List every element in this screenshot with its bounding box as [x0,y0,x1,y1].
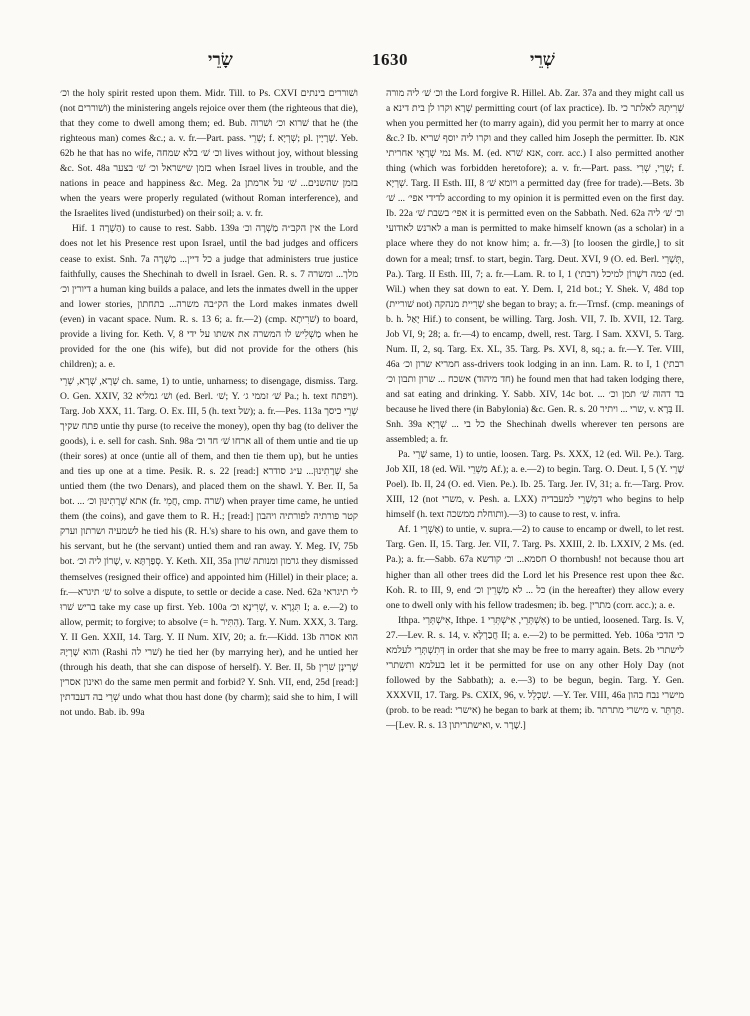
page-header [60,50,710,74]
header-left-guide-word: שָׂרֵי [208,50,233,69]
left-paragraph: וכ׳ the holy spirit rested upon them. Midr. Till. to Ps. CXVI ושׁוררים בינתים (not ושׁוררים) the ministering angels rejoice over them (the righteous that die), that they come to dwell among them; ed. Bub. שׁרוא וכ׳ ושׁרוה that he (the righteous man) comes &c.; a. v. fr.—Part. pass. שְׁרֵי; f. שְׁרְיָא; pl. שְׁרָיָין. Yeb. 62b he that has no wife, וכ׳ שׁ׳ בלא שמחה lives without joy, without blessing &c. Sot. 48a בזמן שישראל וכ׳ שׁ׳ בצער when Israel lives in trouble, and the nations in peace and happiness &c. Meg. 2a בזמן שהשנים... שׁ׳ על ארמתן when the years were properly regulated (without Roman interference), and the Israelites lived (undisturbed) on their soil; a. v. fr. [60,88,358,220]
right-paragraph-pa: Pa. שָׁרֵי same, 1) to untie, loosen. Targ. Ps. XXX, 12 (ed. Wil. Pe.). Targ. Job XII, 18 (ed. Wil. מַשְׁרֵי Af.); a. e.—2) to begin. Targ. O. Deut. I, 5 (Y. שָׁרֵי Poel). Ib. II, 24 (O. ed. Vien. Pe.). Ib. 25. Targ. Jer. IV, 31; a. fr.—Targ. Prov. XIII, 12 (not משרי, v. Pesh. a. LXX) דמְשָׁרֵי למעבדיה who begins to help himself (h. text ותוחלת ממשכה).—3) to cause to rest, v. infra. [386,449,684,521]
left-column [60,86,358,1004]
right-paragraph-ithpa: Ithpa. אִישְׁתְּרֵי, Ithpe. אִשְׁתְּרֵי, אִישְׁתְּרִי 1) to be untied, loosened. Targ. Is. V, 27.—Lev. R. s. 14, v. חֲבַרְלָא II; a. e.—2) to be permitted. Yeb. 106a כי הדכי דְּתִשְׁתְּרֵי לעלמא in order that she may be free to marry again. Bets. 2b לישתרי בעלמא ותשתרי let it be permitted for use on any other Holy Day (not followed by the Sabbath); a. e.—3) to be begun, begin. Targ. Y. Gen. XXXVII, 17. Targ. Ps. CXIX, 96, v. שַׁכְלֵל. —Y. Ter. VIII, 46a מישרי נבח בהון (prob. to be read: אישרי) he began to bark at them; ib. מישרי מתרתר v. תַּרְתֵּר.—[Lev. R. s. 13 ואישתריתון, v. שָׁרָר.] [386,614,684,731]
page-number: 1630 [372,50,408,69]
header-right-guide-word: שְׁרֵי [530,50,555,69]
left-paragraph-entry: שְׁרָא, שְׁרָא, שְׁרֵי ch. same, 1) to untie, unharness; to disengage, dismiss. Targ. O. Gen. XXIV, 32 ושׁ׳ גמליא (ed. Berl. שׁ׳; Y. שׁ׳ זממי ג׳ Pa.; h. text ויפתח). Targ. Job XXX, 11. Targ. O. Ex. III, 5 (h. text של); a. fr.—Pes. 113a שְׁרֵי כיסך פתח שקיך untie thy purse (to receive the money), open thy bag (to deliver the goods), i. e. sell for cash. Snh. 98a ארחו שׁ׳ חד וכ׳ all of them untie and tie up (their sores) at once (untie all of them, and then tie them up), but he unties and ties up one at a time. Pesik. R. s. 22 [read:] שְׁרָתִינוּן... ע״ג סודרא she untied them (the two Denars), and placed them on the shawl. Y. Ber. II, 5a bot. ... אתא שְׁרָתִינוּן וכ׳ (fr. חֲמֵי, cmp. שׁרה) when prayer time came, he untied them (the coins), and gave them to R. H.; [read:] קטר פורתיה לפורתיה ויהבון לשמעיה ושרתון וערק he tied his (R. H.'s) share to his own, and gave them to his servant, but he (the servant) untied them and ran away. Y. Meg. IV, 75b bot. שָׁרוֹן ליה וכ׳, v. סְפַרְתָּא. Y. Keth. XII, 35a גרמון ומנותה שׁרון they dismissed themselves (resigned their office) and appointed him (Hillel) in their place; a. fr.—שׁ׳ תיגרא to solve a dispute, to settle or decide a case. Ned. 62a לי תיגראי בריש שׁרוּ take my case up first. Yeb. 100a שְׁרִינָא וכ׳, v. תִּגְרָא I; a. e.—2) to allow, permit; to forgive; to absolve (= h. הִתִּיר). Targ. Y. Num. XXX, 3. Targ. Y. II Gen. XXII, 14. Targ. Y. II Num. XIV, 20; a. fr.—Kidd. 13b הוא אסרה והוא שָׁרְיָהּ (Rashi שׁרי לה) he tied her (by marrying her), and he untied her (through his death, that she can dispose of herself). Y. Ber. II, 5b שָׁרִינָן שׁרִין ואינון אסרין do the same men permit and forbid? Y. Snh. VII, end, 25d [read:] שְׁרֵי בה דעבדתין undo what thou hast done (by charm); said she to him, I will not undo. Bab. ib. 99a [60,375,358,718]
right-paragraph: וכ׳ שׁ׳ ליה מורה the Lord forgive R. Hillel. Ab. Zar. 37a and they might call us a שְׁרָא וקרו לן בית דינא permitting court (of lax practice). Ib. שְׁרִיתְהּ לאלתר כי when you permitted her (to marry again), did you permit her to marry at once &c.? Ib. וקרו ליה יוסף שׁריא and they called him Joseph the permitter. Ib. אנא נמי שְׁרָאֵי אחריתי Ms. M. (ed. אנא שׁרא, corr. acc.) I also permitted another thing (which was forbidden heretofore); a. v. fr.—Part. pass. שְׁרֵי, שְׁרִי; f. שְׁרְיָא. Targ. II Esth. III, 8 ויומא שׁ׳ a permitted day (free for trade).—Bets. 3b לדידי אפי׳ ... שׁ׳ according to my opinion it is permitted even on the first day. Ib. 22a אפי׳ בשבת שׁ׳ it is permitted even on the Sabbath. Ned. 62a וכ׳ שׁ׳ ליה לארנש לאודועי a man is permitted to make himself known (as a scholar) in a place where they do not know him; a. fr.—3) [to loosen the girdle,] to sit down for a meal; trnsf. to start, begin. Targ. Deut. XVI, 9 (O. ed. Berl. תְּשָׁרֵי, Pa.). Targ. II Esth. III, 7; a. fr.—Lam. R. to I, 1 כמה דשָׁרוֹן למיכל (רבתי) (ed. Wil.) when they sat down to eat. Y. Dem. I, 21d bot.; Y. Shek. V, 48d top (שׁוריית not) שָׁרִיית מנהקה she began to bray; a. fr.—Trnsf. (cmp. meanings of b. h. יָאַל Hif.) to consent, be willing. Targ. Josh. VII, 7. Ib. XVII, 12. Targ. Job VI, 9; 28; a. fr.—4) to encamp, dwell, rest. Targ. I Sam. XXVI, 5. Targ. Num. II, 2, sq. Targ. Ex. XL, 35. Targ. Ps. XVI, 8, sq.; a. fr.—Y. Ter. VIII, 46a חמריא שרון וכ׳ ass-drivers took lodging in an inn. Lam. R. to I, 1 (רבתי (חד מיהוד) אשכח ... שרון ותבון וכ׳ he found men that had taken lodging there, and sat eating and drinking. Y. Sabb. XIV, 14c bot. ... בד דהוה שׁ׳ תמן וכ׳ because he lived there (in Babylonia) &c. Gen. R. s. 20 שרי ... ויתיר, v. בְּרָא II. Snh. 39a כל בי ... שְׁרְיָא the Shechinah dwells wherever ten persons are assembled; a. fr. [386,88,684,446]
left-paragraph-hif: Hif. הַשְׁרָה 1) to cause to rest. Sabb. 139a אין הקב״ה מַשְׁרֶה וכ׳ the Lord does not let his Presence rest upon Israel, until the bad judges and officers cease to exist. Snh. 7a כל דיין... מַשְׁרֶה a judge that administers true justice faithfully, causes the Shechinah to dwell in Israel. Gen. R. s. 7 מלך... ומשרה דיורין וכ׳ a human king builds a palace, and lets the inmates dwell in the upper and lower stories, הק״בה משרה... בתחתון the Lord makes inmates dwell (even) in vacant space. Num. R. s. 13 6; a. fr.—2) (cmp. שׁרִיתָא) to board, provide a living for. Keth. V, 8 מַשְׁלִיש לו המשרה את אשתו על ידי when he provided for the one (his wife), but did not provide for the others (his children); a. e. [60,223,358,370]
right-paragraph-af: Af. אַשְׁרֵי 1) to untie, v. supra.—2) to cause to encamp or dwell, to let rest. Targ. Gen. II, 15. Targ. Jer. VII, 7. Targ. Ps. XXIII, 2. Ib. LXXIV, 2 Ms. (ed. Pa.); a. fr.—Sabb. 67a חסמא... וכ׳ קודשא O thornbush! not because thou art higher than all other trees did the Lord let his Presence rest upon thee &c. Koh. R. to III, 9, end כל ... לא מַשְׁרֵין וכ׳ (in the hereafter) they allow every one to dwell only with his fellow tradesmen; ib. beg. מתרין (corr. acc.); a. e. [386,524,684,611]
right-column [386,86,684,1004]
